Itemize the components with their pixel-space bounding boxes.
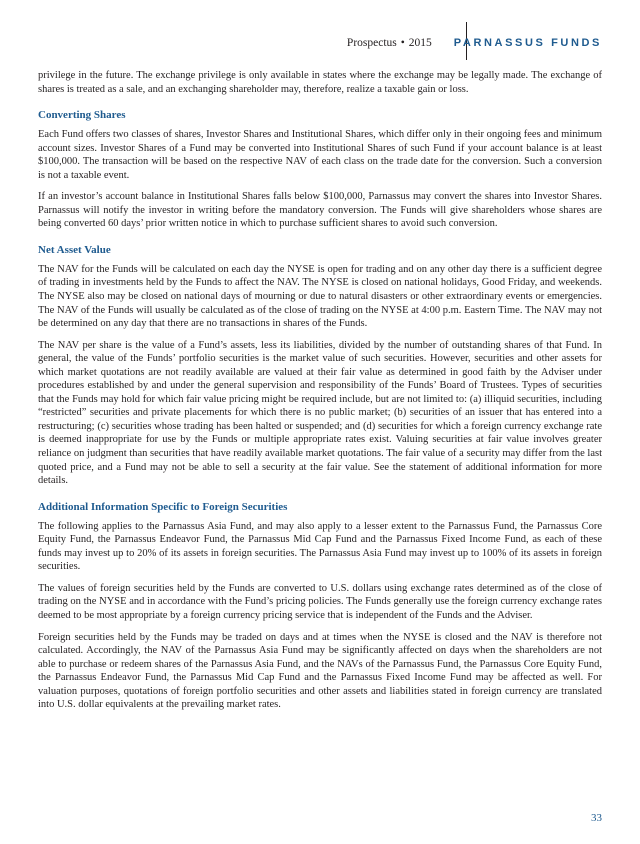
net-asset-value-paragraph: The NAV per share is the value of a Fund’s assets, less its liabilities, divided by the number of outstanding shares of that Fund. In general, the value of the Funds’ portfolio securities is the market value of such securities. However, securities and other assets for which market quotations are not readily available are valued at their fair value as determined in good faith by the Adviser under procedures established by and under the general supervision and responsibility of the Funds’ Board of Trustees. Types of securities that the Funds may hold for which fair value pricing might be required include, but are not limited to: (a) illiquid securities, including “restricted” securities and private placements for which there is no public market; (b) securities of an issuer that has entered into a restructuring; (c) securities whose trading has been halted or suspended; and (d) securities for which a foreign currency exchange rate is deemed inappropriate for use by the Funds or multiple appropriate rates exist. Valuing securities at fair value involves greater reliance on judgment than securities that have readily available market quotations. The fair value of a security may differ from the last quoted price, and a Fund may not be able to sell a security at the fair value. See the statement of additional information for more details. (38, 339, 602, 487)
section-heading-net-asset-value: Net Asset Value (38, 243, 111, 256)
page-header (347, 33, 602, 53)
net-asset-value-paragraph: The NAV for the Funds will be calculated on each day the NYSE is open for trading and on any other day there is a sufficient degree of trading in investments held by the Funds to affect the NAV. The NYSE is closed on national holidays, Good Friday, and weekends. The NYSE also may be closed on national days of mourning or due to natural disasters or other extraordinary events or emergencies. The NAV of the Funds will usually be calculated as of the close of trading on the NYSE at 4:00 p.m. Eastern Time. The NAV may not be determined on any day that there are no transactions in shares of the Funds. (38, 263, 602, 330)
brand-name: PARNASSUS FUNDS (453, 37, 602, 49)
foreign-securities-paragraph: Foreign securities held by the Funds may be traded on days and at times when the NYSE is closed and the NAV is therefore not calculated. Accordingly, the NAV of the Parnassus Asia Fund may be significantly affected on days when the shareholders are not able to purchase or redeem shares of the Parnassus Asia Fund, and the NAVs of the Parnassus Fund, the Parnassus Core Equity Fund, the Parnassus Endeavor Fund, the Parnassus Mid Cap Fund and the Parnassus Fixed Income Fund may be affected as well. For valuation purposes, quotations of foreign portfolio securities and other assets and liabilities stated in foreign currency are translated into U.S. dollar equivalents at the prevailing market rates. (38, 631, 602, 711)
page-number: 33 (591, 812, 602, 824)
foreign-securities-paragraph: The values of foreign securities held by the Funds are converted to U.S. dollars using exchange rates determined as of the close of trading on the NYSE and in accordance with the Fund’s pricing policies. The Funds generally use the foreign currency exchange rates deemed to be most appropriate by a foreign currency pricing service that is independent of the Funds and the Adviser. (38, 582, 602, 621)
header-document-label (347, 37, 432, 49)
intro-paragraph: privilege in the future. The exchange privilege is only available in states where the exchange may be legally made. The exchange of shares is treated as a sale, and an exchanging shareholder may, therefore, realize a taxable gain or loss. (38, 70, 602, 95)
header-document: Prospectus (346, 37, 397, 49)
converting-shares-paragraph: Each Fund offers two classes of shares, Investor Shares and Institutional Shares, which differ only in their ongoing fees and minimum account sizes. Investor Shares of a Fund may be converted into Institutional Shares of such Fund if your account balance is at least $100,000. The transaction will be based on the respective NAV of each class on the trade date for the conversion. Such a conversion is not a taxable event. (38, 129, 602, 181)
header-separator: • (400, 37, 405, 49)
foreign-securities-paragraph: The following applies to the Parnassus Asia Fund, and may also apply to a lesser extent to the Parnassus Fund, the Parnassus Core Equity Fund, the Parnassus Endeavor Fund, the Parnassus Mid Cap Fund and the Parnassus Fixed Income Fund, as each of these funds may invest up to 20% of its assets in foreign securities. The Parnassus Asia Fund may invest up to 100% of its assets in foreign securities. (38, 520, 602, 573)
page-body (38, 69, 602, 720)
converting-shares-paragraph: If an investor’s account balance in Institutional Shares falls below $100,000, Parnassus may convert the shares into Investor Shares. Parnassus will notify the investor in writing before the mandatory conversion. The Funds will give shareholders whose shares are being converted 60 days’ prior written notice in which to purchase sufficient shares to avoid such conversion. (38, 191, 602, 230)
section-heading-foreign-securities: Additional Information Specific to Foreign Securities (38, 500, 288, 513)
section-heading-converting-shares: Converting Shares (38, 109, 126, 122)
header-year: 2015 (408, 37, 432, 49)
